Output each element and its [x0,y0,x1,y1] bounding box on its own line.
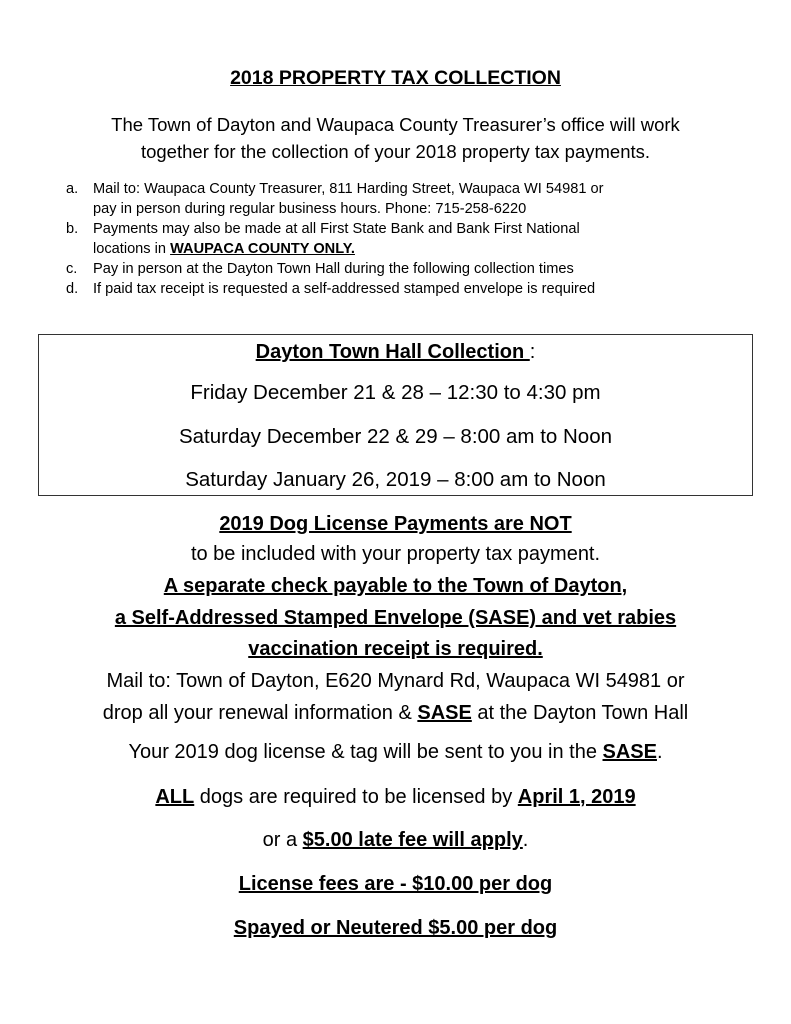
collection-times-box [38,334,753,496]
payment-options-list [66,179,746,299]
dog-drop-line: drop all your renewal information & SASE at the Dayton Town Hall [102,702,689,724]
collection-heading: Dayton Town Hall Collection : [255,341,536,363]
list-item [66,179,746,219]
intro-line-1: The Town of Dayton and Waupaca County Treasurer’s office will work [111,114,680,135]
list-item [66,219,746,259]
dog-mail-line: Mail to: Town of Dayton, E620 Mynard Rd, Waupaca WI 54981 or [106,670,685,692]
list-item [66,259,746,279]
county-only-emphasis: WAUPACA COUNTY ONLY. [170,241,355,257]
sase-emphasis: SASE [602,741,657,763]
list-item-text: Mail to: Waupaca County Treasurer, 811 Harding Street, Waupaca WI 54981 or [93,181,604,197]
deadline-date: April 1, 2019 [517,786,636,808]
list-item [66,279,746,299]
dog-license-heading: 2019 Dog License Payments are NOT [219,513,572,535]
list-marker: a. [66,181,79,197]
intro-line-2: together for the collection of your 2018 property tax payments. [140,141,651,162]
list-item-text: Pay in person at the Dayton Town Hall during the following collection times [93,261,574,277]
dog-tag-line: Your 2019 dog license & tag will be sent to you in the SASE. [128,741,663,763]
collection-time: Saturday January 26, 2019 – 8:00 am to Noon [185,468,606,491]
list-item-text: Payments may also be made at all First State Bank and Bank First National [93,221,580,237]
license-fees-line: License fees are - $10.00 per dog [238,873,553,895]
all-emphasis: ALL [155,786,195,808]
page-title: 2018 PROPERTY TAX COLLECTION [230,67,561,89]
dog-requirement-line: a Self-Addressed Stamped Envelope (SASE) and vet rabies [114,607,677,629]
dog-license-subheading: to be included with your property tax payment. [190,543,601,565]
spayed-fee-line: Spayed or Neutered $5.00 per dog [233,917,558,939]
list-item-text-continued: locations in [93,241,171,257]
list-item-text-continued: pay in person during regular business hours. Phone: 715-258-6220 [93,201,527,217]
collection-time: Friday December 21 & 28 – 12:30 to 4:30 pm [190,381,601,404]
list-marker: d. [66,281,79,297]
list-marker: c. [66,261,78,277]
list-item-text: If paid tax receipt is requested a self-addressed stamped envelope is required [93,281,596,297]
late-fee-emphasis: $5.00 late fee will apply [302,829,523,851]
list-marker: b. [66,221,79,237]
sase-emphasis: SASE [417,702,472,724]
license-deadline-line: ALL dogs are required to be licensed by April 1, 2019 [155,786,636,808]
dog-requirement-line: A separate check payable to the Town of Dayton, [163,575,628,597]
late-fee-line: or a $5.00 late fee will apply. [262,829,529,851]
dog-requirement-line: vaccination receipt is required. [248,638,543,660]
collection-time: Saturday December 22 & 29 – 8:00 am to Noon [178,425,613,448]
